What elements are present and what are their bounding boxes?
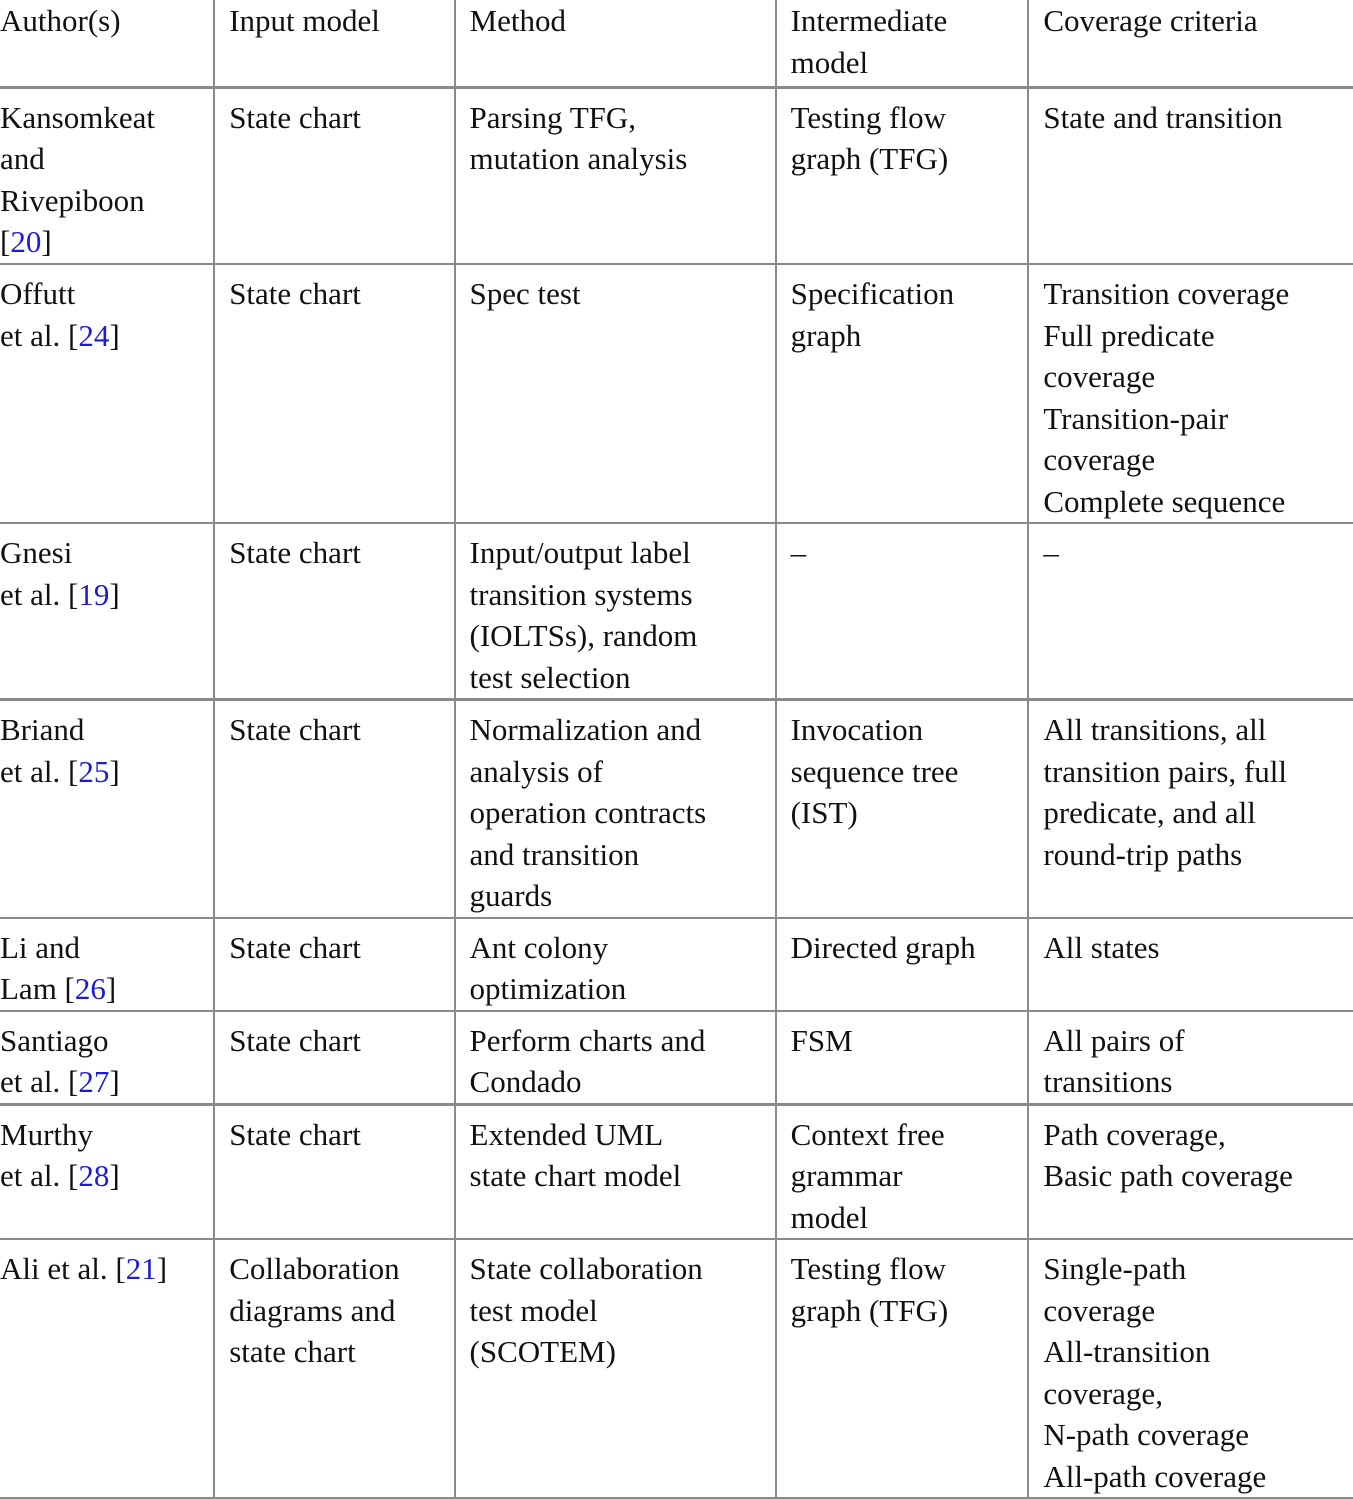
cell-coverage-criteria: All pairs of transitions bbox=[1028, 1011, 1353, 1105]
cell-intermediate-model: Testing flow graph (TFG) bbox=[776, 1239, 1029, 1498]
author-name: Offutt et al. [ bbox=[0, 276, 79, 353]
cell-author bbox=[0, 264, 214, 523]
cell-input-model: State chart bbox=[214, 1011, 454, 1105]
cell-input-model: State chart bbox=[214, 700, 454, 918]
cell-input-model: State chart bbox=[214, 264, 454, 523]
cell-input-model: State chart bbox=[214, 918, 454, 1011]
cell-intermediate-model: Invocation sequence tree (IST) bbox=[776, 700, 1029, 918]
cell-author bbox=[0, 918, 214, 1011]
cell-input-model: State chart bbox=[214, 87, 454, 264]
citation-link[interactable]: 28 bbox=[78, 1158, 110, 1193]
author-name: Murthy et al. [ bbox=[0, 1116, 93, 1193]
table-row bbox=[0, 523, 1353, 700]
cell-author bbox=[0, 87, 214, 264]
citation-close-bracket: ] bbox=[109, 576, 120, 612]
table-row bbox=[0, 264, 1353, 523]
cell-intermediate-model: FSM bbox=[776, 1011, 1029, 1105]
table-row bbox=[0, 87, 1353, 264]
table-row bbox=[0, 1011, 1353, 1105]
cell-method: Spec test bbox=[455, 264, 776, 523]
author-name: Kansomkeat and Rivepiboon [ bbox=[0, 99, 155, 259]
cell-input-model: State chart bbox=[214, 523, 454, 700]
cell-method: Input/output label transition systems (IOLTSs), random test selection bbox=[455, 523, 776, 700]
citation-close-bracket: ] bbox=[109, 317, 120, 353]
cell-method: Parsing TFG, mutation analysis bbox=[455, 87, 776, 264]
header-row bbox=[0, 0, 1353, 87]
cell-intermediate-model: Testing flow graph (TFG) bbox=[776, 87, 1029, 264]
header-intermediate-model: Intermediate model bbox=[776, 0, 1029, 87]
cell-author bbox=[0, 1011, 214, 1105]
cell-author bbox=[0, 1239, 214, 1498]
cell-method: State collaboration test model (SCOTEM) bbox=[455, 1239, 776, 1498]
cell-method: Perform charts and Condado bbox=[455, 1011, 776, 1105]
cell-coverage-criteria: Single-path coverage All-transition coverage, N-path coverage All-path coverage bbox=[1028, 1239, 1353, 1498]
cell-coverage-criteria: All transitions, all transition pairs, full predicate, and all round-trip paths bbox=[1028, 700, 1353, 918]
author-name: Ali et al. [ bbox=[0, 1251, 126, 1286]
cell-author bbox=[0, 700, 214, 918]
author-name: Gnesi et al. [ bbox=[0, 535, 79, 612]
citation-link[interactable]: 21 bbox=[125, 1251, 157, 1286]
table-row bbox=[0, 1104, 1353, 1239]
cell-coverage-criteria: – bbox=[1028, 523, 1353, 700]
citation-link[interactable]: 24 bbox=[78, 317, 110, 353]
cell-method: Ant colony optimization bbox=[455, 918, 776, 1011]
citation-close-bracket: ] bbox=[156, 1251, 168, 1286]
citation-link[interactable]: 27 bbox=[78, 1064, 110, 1099]
cell-coverage-criteria: All states bbox=[1028, 918, 1353, 1011]
author-name: Santiago et al. [ bbox=[0, 1022, 109, 1099]
cell-coverage-criteria: State and transition bbox=[1028, 87, 1353, 264]
table-row bbox=[0, 1239, 1353, 1498]
citation-link[interactable]: 25 bbox=[78, 753, 110, 789]
cell-input-model: Collaboration diagrams and state chart bbox=[214, 1239, 454, 1498]
header-method: Method bbox=[455, 0, 776, 87]
cell-intermediate-model: Context free grammar model bbox=[776, 1104, 1029, 1239]
cell-coverage-criteria: Transition coverage Full predicate coverage Transition-pair coverage Complete sequence bbox=[1028, 264, 1353, 523]
citation-link[interactable]: 20 bbox=[10, 224, 42, 259]
cell-intermediate-model: – bbox=[776, 523, 1029, 700]
cell-coverage-criteria: Path coverage, Basic path coverage bbox=[1028, 1104, 1353, 1239]
author-name: Li and Lam [ bbox=[0, 929, 81, 1006]
citation-close-bracket: ] bbox=[109, 1158, 120, 1193]
header-authors: Author(s) bbox=[0, 0, 214, 87]
citation-close-bracket: ] bbox=[41, 224, 52, 259]
cell-method: Normalization and analysis of operation contracts and transition guards bbox=[455, 700, 776, 918]
citation-close-bracket: ] bbox=[109, 753, 120, 789]
cell-intermediate-model: Specification graph bbox=[776, 264, 1029, 523]
header-coverage-criteria: Coverage criteria bbox=[1028, 0, 1353, 87]
header-input-model: Input model bbox=[214, 0, 454, 87]
cell-input-model: State chart bbox=[214, 1104, 454, 1239]
citation-link[interactable]: 26 bbox=[74, 971, 106, 1006]
cell-author bbox=[0, 523, 214, 700]
citation-close-bracket: ] bbox=[105, 971, 117, 1006]
table-row bbox=[0, 700, 1353, 918]
author-name: Briand et al. [ bbox=[0, 712, 85, 789]
cell-author bbox=[0, 1104, 214, 1239]
citation-close-bracket: ] bbox=[109, 1064, 120, 1099]
citation-link[interactable]: 19 bbox=[78, 576, 110, 612]
table-row bbox=[0, 918, 1353, 1011]
cell-method: Extended UML state chart model bbox=[455, 1104, 776, 1239]
cell-intermediate-model: Directed graph bbox=[776, 918, 1029, 1011]
